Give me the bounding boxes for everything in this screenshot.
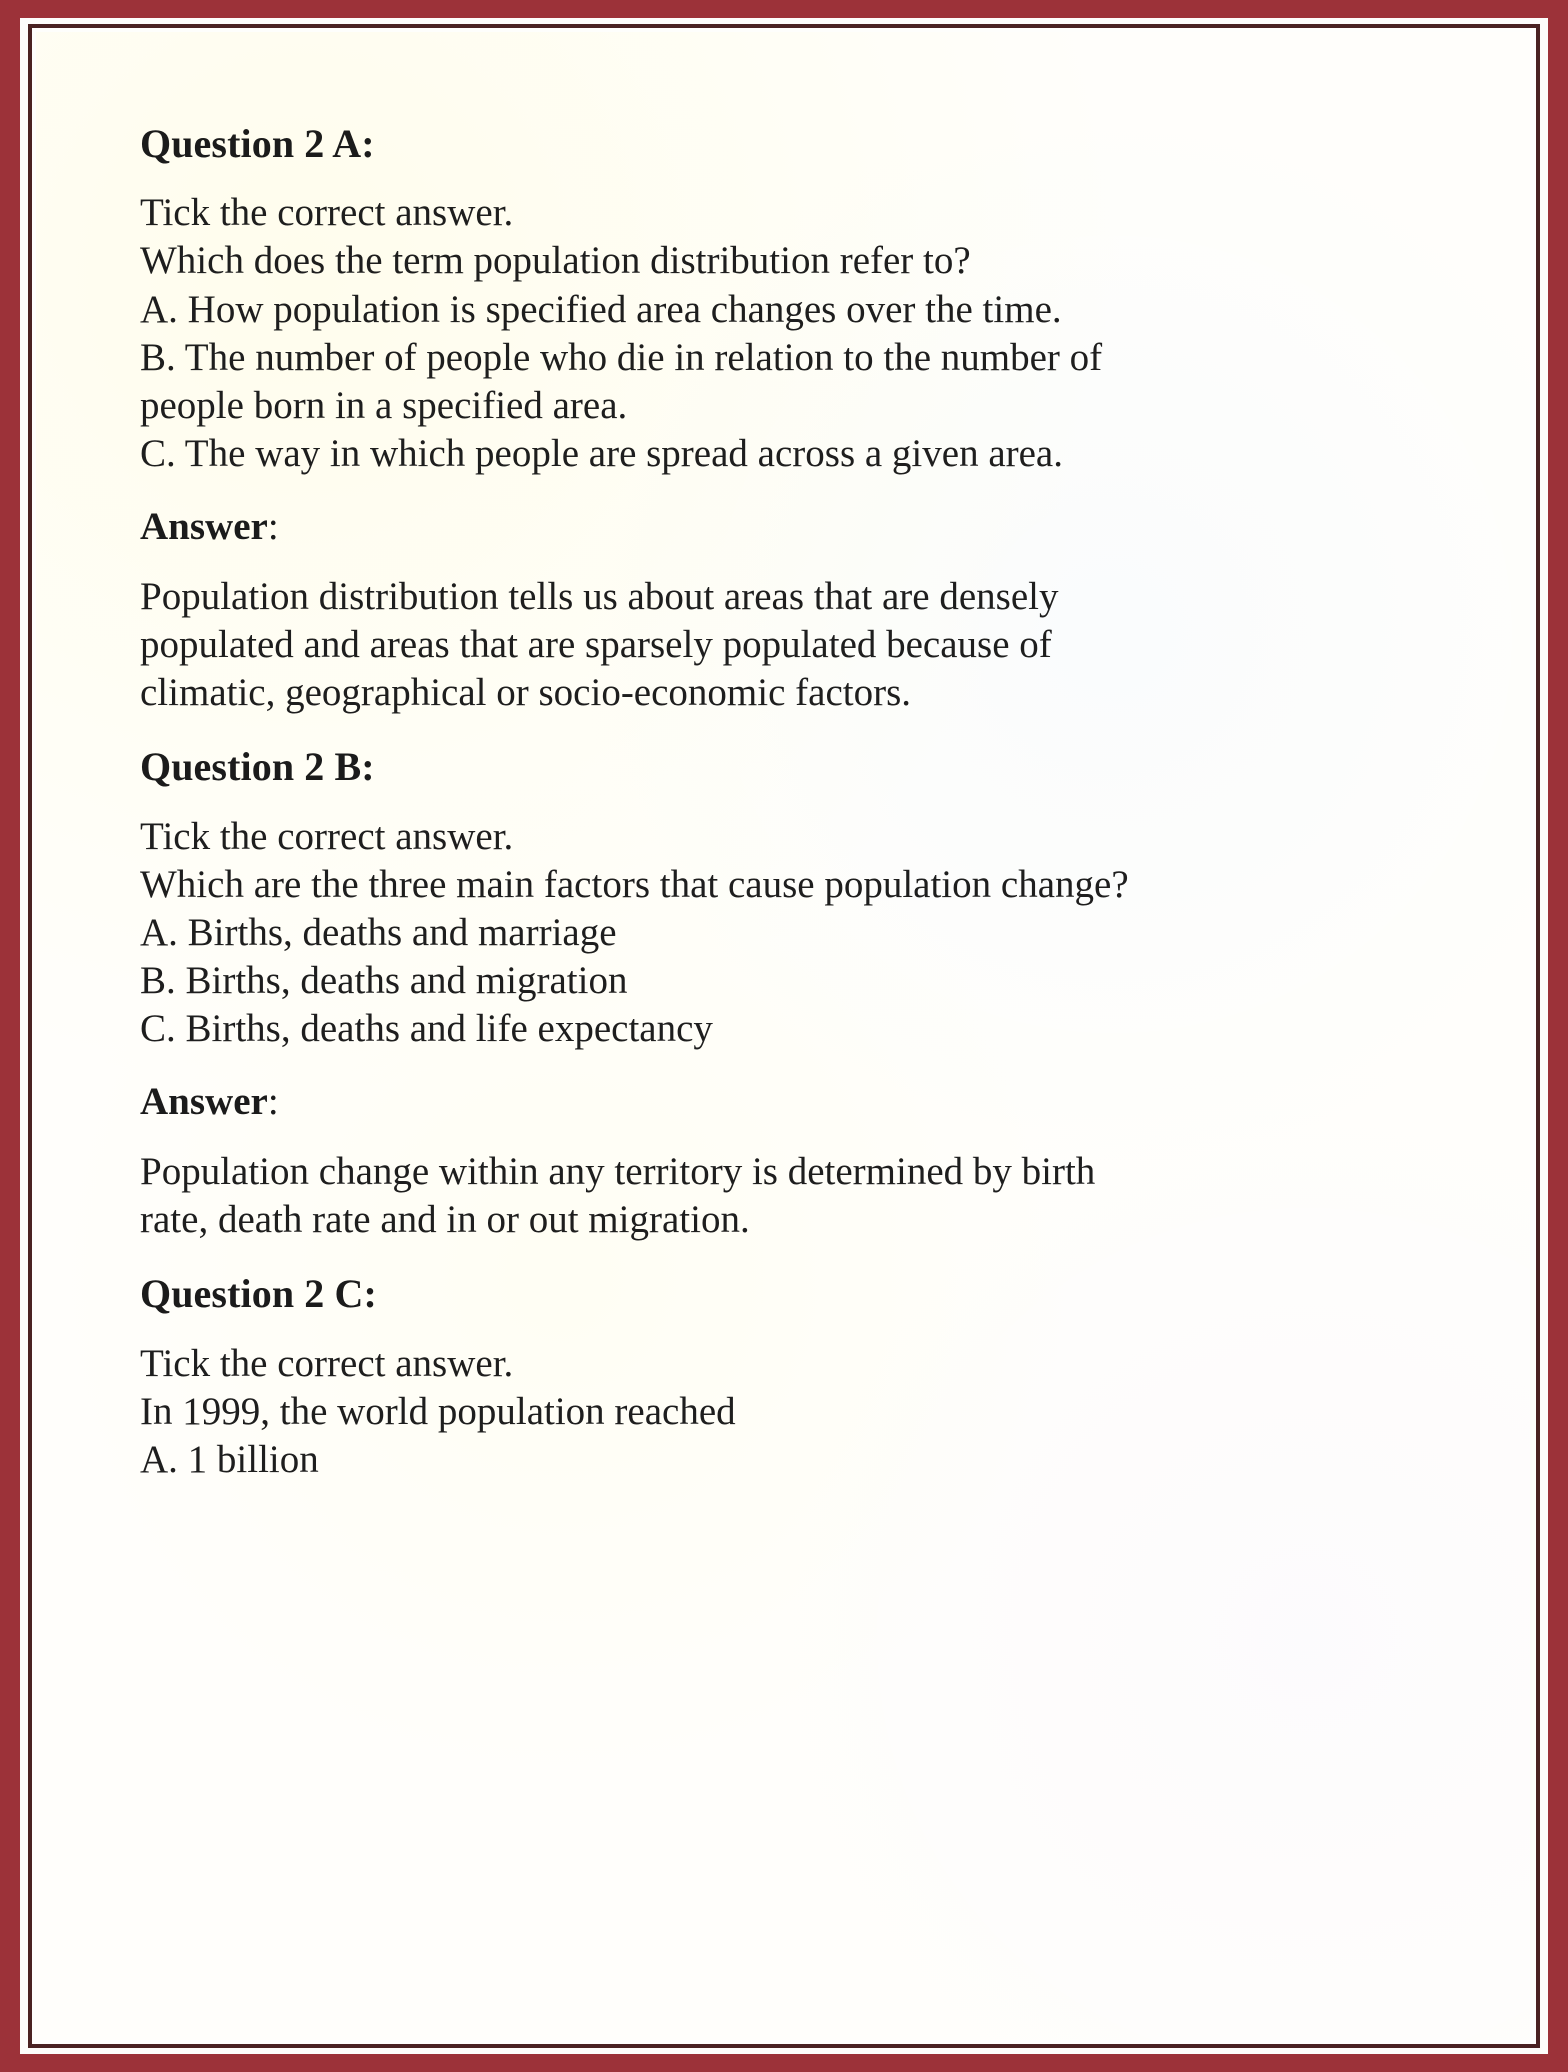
- document-page: [36, 32, 1532, 2040]
- option-line-a: A. 1 billion: [140, 1437, 319, 1481]
- page-inner-rule: [28, 24, 1540, 2048]
- option-line-b-cont: people born in a specified area.: [140, 383, 628, 427]
- answer-line: rate, death rate and in or out migration.: [140, 1198, 750, 1242]
- page-border-gutter: [20, 18, 1548, 2054]
- option-line-a: A. Births, deaths and marriage: [140, 910, 617, 954]
- answer-line: climatic, geographical or socio-economic factors.: [140, 671, 912, 715]
- option-line-c: C. Births, deaths and life expectancy: [140, 1007, 713, 1051]
- answer-line: Population distribution tells us about areas that are densely: [140, 574, 1059, 618]
- answer-label-text: Answer: [140, 505, 268, 549]
- answer-label-colon: :: [267, 1080, 279, 1124]
- answer-body-a: [140, 573, 1390, 717]
- question-line: Tick the correct answer.: [140, 1341, 514, 1385]
- option-line-c: C. The way in which people are spread across a given area.: [140, 431, 1063, 475]
- question-line: Tick the correct answer.: [140, 814, 514, 858]
- question-body-a: [140, 189, 1390, 478]
- document-content: [140, 120, 1390, 1510]
- answer-label-colon: :: [267, 505, 279, 549]
- question-body-c: [140, 1340, 1390, 1484]
- question-line: Which does the term population distribution refer to?: [140, 239, 971, 283]
- option-line-b: B. Births, deaths and migration: [140, 959, 628, 1003]
- answer-line: Population change within any territory is determined by birth: [140, 1150, 1096, 1194]
- question-line: Tick the correct answer.: [140, 191, 514, 235]
- question-heading-c: Question 2 C:: [140, 1271, 377, 1317]
- answer-body-b: [140, 1148, 1390, 1244]
- answer-line: populated and areas that are sparsely populated because of: [140, 623, 1052, 667]
- option-line-b: B. The number of people who die in relation to the number of: [140, 335, 1103, 379]
- option-line-a: A. How population is specified area changes over the time.: [140, 287, 1062, 331]
- question-heading-a: Question 2 A:: [140, 121, 375, 166]
- answer-label-text: Answer: [140, 1080, 268, 1124]
- question-heading-b: Question 2 B:: [140, 744, 375, 790]
- answer-label-a: [140, 504, 1390, 551]
- question-line: In 1999, the world population reached: [140, 1389, 736, 1433]
- question-body-b: [140, 813, 1390, 1054]
- question-line: Which are the three main factors that cause population change?: [140, 862, 1129, 906]
- answer-label-b: [140, 1079, 1390, 1126]
